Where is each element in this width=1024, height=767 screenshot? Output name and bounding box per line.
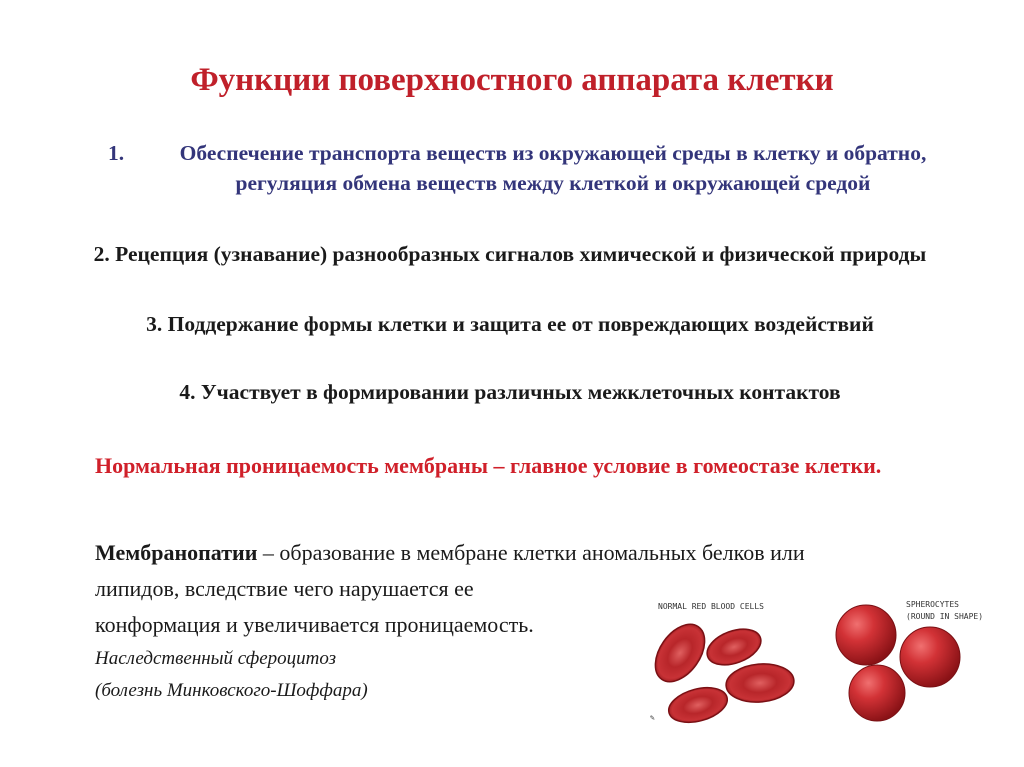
list-item-3: 3. Поддержание формы клетки и защита ее от повреждающих воздействий <box>146 312 874 336</box>
permeability-note: Нормальная проницаемость мембраны – главное условие в гомеостазе клетки. <box>95 453 882 478</box>
normal-cells-label: NORMAL RED BLOOD CELLS <box>658 602 764 611</box>
list-number-1: 1. <box>108 141 125 165</box>
disease-name: Наследственный сфероцитоз <box>95 648 337 669</box>
spherocyte <box>900 627 960 687</box>
definition-line-2: липидов, вследствие чего нарушается ее <box>95 576 474 601</box>
list-item-4: 4. Участвует в формировании различных межклеточных контактов <box>179 380 841 404</box>
slide-title: Функции поверхностного аппарата клетки <box>190 62 834 98</box>
definition-line-3: конформация и увеличивается проницаемость. <box>95 612 534 637</box>
list-item-2: 2. Рецепция (узнавание) разнообразных сигналов химической и физической природы <box>93 242 927 266</box>
spherocyte <box>836 605 896 665</box>
spherocyte <box>849 665 905 721</box>
artist-signature-mark: ✎ <box>650 713 655 722</box>
list-item-1 <box>108 138 958 198</box>
list-text-1: Обеспечение транспорта веществ из окружающей среды в клетку и обратно, регуляция обмена веществ между клеткой и окружающей средой <box>179 141 927 195</box>
spherocytes-label: SPHEROCYTES <box>906 600 959 609</box>
disease-eponym: (болезнь Минковского-Шоффара) <box>95 680 368 701</box>
normal-cell <box>665 682 731 725</box>
spherocytes-sublabel: (ROUND IN SHAPE) <box>906 612 984 621</box>
blood-cells-illustration <box>628 595 1000 725</box>
definition-line-1 <box>95 535 955 571</box>
definition-term: Мембранопатии <box>95 540 258 565</box>
definition-rest: – образование в мембране клетки аномальных белков или <box>257 540 805 565</box>
normal-cell <box>724 661 795 705</box>
normal-cell <box>645 615 714 690</box>
